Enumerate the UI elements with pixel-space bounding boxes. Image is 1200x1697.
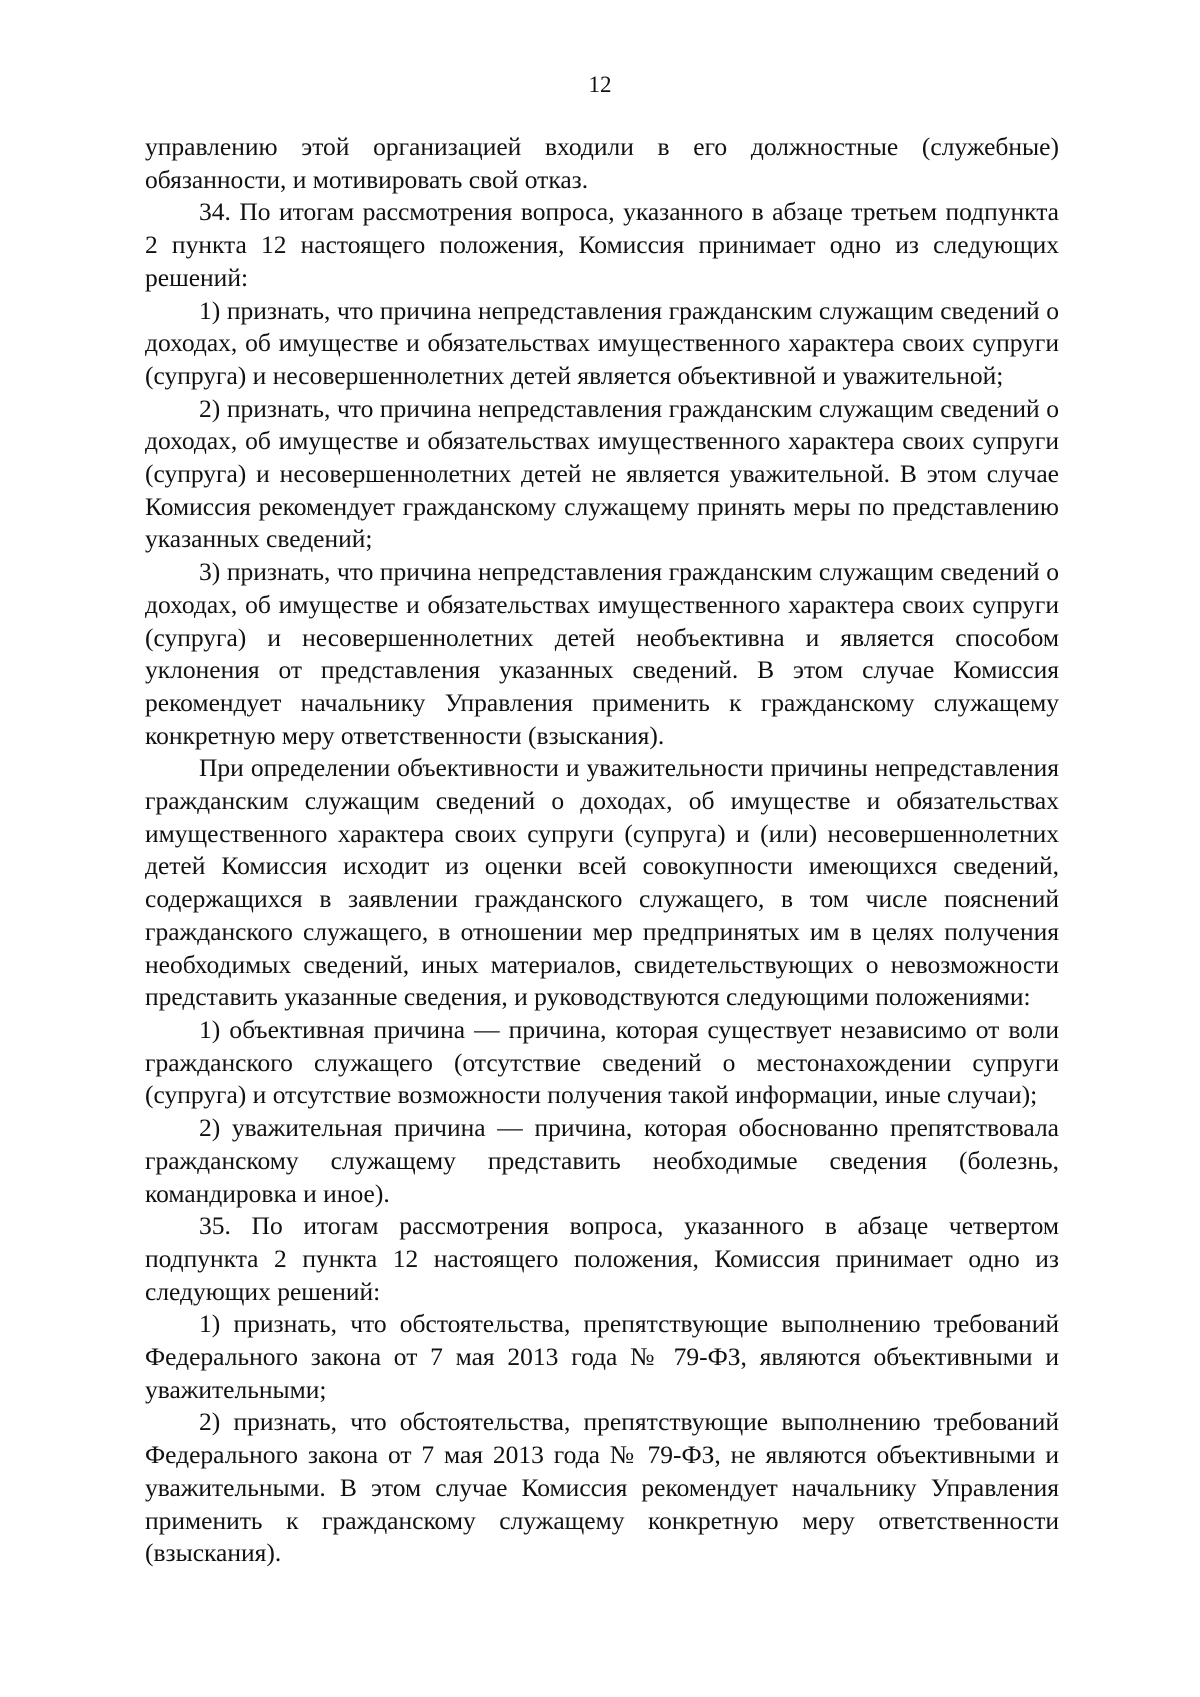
page-number: 12: [588, 72, 612, 97]
paragraph-item-35: 35. По итогам рассмотрения вопроса, указанного в абзаце четвертом подпункта 2 пункта 12 настоящего положения, Комиссия принимает одно из следующих решений:: [145, 1211, 1059, 1306]
paragraph-item-34: 34. По итогам рассмотрения вопроса, указанного в абзаце третьем подпункта 2 пункта 12 настоящего положения, Комиссия принимает одно из следующих решений:: [145, 197, 1059, 292]
paragraph-35-option-1: 1) признать, что обстоятельства, препятствующие выполнению требований Федерального закона от 7 мая 2013 года № 79-ФЗ, являются объективными и уважительными;: [145, 1309, 1059, 1404]
paragraph-objective-reason: 1) объективная причина — причина, которая существует независимо от воли гражданского служащего (отсутствие сведений о местонахождении супруги (супруга) и отсутствие возможности получения такой информации, иные случаи);: [145, 1014, 1059, 1110]
paragraph-34-option-3: 3) признать, что причина непредставления гражданским служащим сведений о доходах, об имуществе и обязательствах имущественного характера своих супруги (супруга) и несовершеннолетних детей необъективна и является способом уклонения от представления указанных сведений. В этом случае Комиссия рекомендует начальнику Управления применить к гражданскому служащему конкретную меру ответственности (взыскания).: [145, 557, 1059, 750]
paragraph-34-option-1: 1) признать, что причина непредставления гражданским служащим сведений о доходах, об имуществе и обязательствах имущественного характера своих супруги (супруга) и несовершеннолетних детей является объективной и уважительной;: [145, 295, 1059, 390]
document-body: [145, 131, 1059, 1570]
paragraph-valid-reason: 2) уважительная причина — причина, которая обоснованно препятствовала гражданскому служащему представить необходимые сведения (болезнь, командировка и иное).: [145, 1113, 1059, 1208]
paragraph-34-option-2: 2) признать, что причина непредставления гражданским служащим сведений о доходах, об имуществе и обязательствах имущественного характера своих супруги (супруга) и несовершеннолетних детей не является уважительной. В этом случае Комиссия рекомендует гражданскому служащему принять меры по представлению указанных сведений;: [145, 393, 1059, 554]
paragraph-criteria: При определении объективности и уважительности причины непредставления гражданским служащим сведений о доходах, об имуществе и обязательствах имущественного характера своих супруги (супруга) и (или) несовершеннолетних детей Комиссия исходит из оценки всей совокупности имеющихся сведений, содержащихся в заявлении гражданского служащего, в том числе пояснений гражданского служащего, в отношении мер предпринятых им в целях получения необходимых сведений, иных материалов, свидетельствующих о невозможности представить указанные сведения, и руководствуются следующими положениями:: [145, 753, 1059, 1012]
paragraph-35-option-2: 2) признать, что обстоятельства, препятствующие выполнению требований Федерального закона от 7 мая 2013 года № 79-ФЗ, не являются объективными и уважительными. В этом случае Комиссия рекомендует начальнику Управления применить к гражданскому служащему конкретную меру ответственности (взыскания).: [145, 1407, 1059, 1568]
paragraph-continuation: управлению этой организацией входили в его должностные (служебные) обязанности, и мотивировать свой отказ.: [145, 132, 1059, 194]
